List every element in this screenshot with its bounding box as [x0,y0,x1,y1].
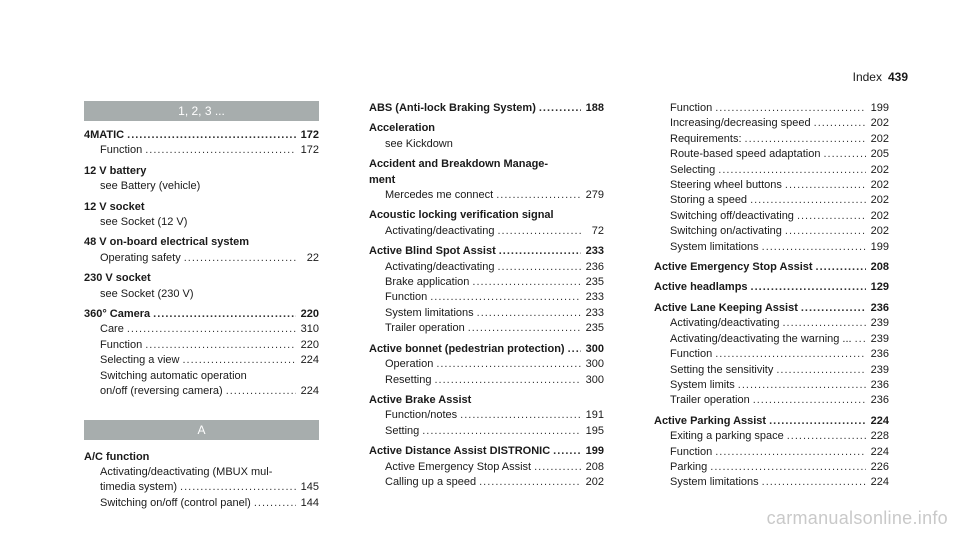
index-subentry[interactable]: Exiting a parking space ..... 228 [654,429,889,444]
index-subentry[interactable]: see Battery (vehicle) [100,180,201,193]
index-entry: 48 V on-board electrical system [84,236,250,249]
index-entry[interactable]: Active Distance Assist DISTRONIC ..... 199 [369,444,604,459]
index-subentry[interactable]: Activating/deactivating ..... 239 [654,316,889,331]
page-header [853,70,908,84]
index-subentry[interactable]: Operating safety ..... 22 [84,251,319,266]
page-number: 439 [887,70,908,84]
index-subentry[interactable]: Function ..... 220 [84,338,319,353]
index-subentry[interactable]: Switching off/deactivating ..... 202 [654,209,889,224]
index-entry: Acceleration [369,122,436,135]
index-subentry[interactable]: Steering wheel buttons ..... 202 [654,178,889,193]
index-entry: 12 V socket [84,200,145,213]
index-subentry[interactable]: Route-based speed adaptation ..... 205 [654,147,889,162]
index-entry[interactable]: Active Blind Spot Assist ..... 233 [369,244,604,259]
index-subentry[interactable]: Trailer operation ..... 236 [654,393,889,408]
index-subentry[interactable]: Function ..... 199 [654,101,889,116]
index-entry: 12 V battery [84,164,147,177]
index-subentry[interactable]: see Kickdown [385,137,453,150]
watermark: carmanualsonline.info [766,508,948,528]
index-subentry[interactable]: Switching on/off (control panel) ..... 144 [84,496,319,511]
index-subentry[interactable]: Function ..... 236 [654,347,889,362]
index-subentry[interactable]: System limits ..... 236 [654,378,889,393]
index-entry[interactable]: 360° Camera ..... 220 [84,307,319,322]
index-subentry[interactable]: Parking ..... 226 [654,460,889,475]
index-subentry[interactable]: System limitations ..... 233 [369,306,604,321]
index-column-2 [369,101,604,490]
index-subentry[interactable]: Setting the sensitivity ..... 239 [654,363,889,378]
index-entry: 230 V socket [84,272,151,285]
index-subentry[interactable]: see Socket (12 V) [100,216,188,229]
index-subentry[interactable]: Activating/deactivating ..... 72 [369,224,604,239]
index-subentry[interactable]: Function ..... 224 [654,445,889,460]
index-entry[interactable]: Active headlamps ..... 129 [654,280,889,295]
index-entry: A/C function [84,450,150,463]
index-subentry[interactable]: Function ..... 233 [369,290,604,305]
index-entry: Active Brake Assist [369,393,472,406]
index-entry[interactable]: Active Parking Assist ..... 224 [654,414,889,429]
index-subentry[interactable]: Selecting a view ..... 224 [84,353,319,368]
index-subentry[interactable]: Brake application ..... 235 [369,275,604,290]
index-subentry[interactable]: Increasing/decreasing speed ..... 202 [654,116,889,131]
index-subentry[interactable]: Resetting ..... 300 [369,373,604,388]
index-entry[interactable]: ABS (Anti-lock Braking System) ..... 188 [369,101,604,116]
index-entry[interactable]: Active bonnet (pedestrian protection) ..... 300 [369,342,604,357]
section-header-numbers: 1, 2, 3 ... [84,101,319,121]
index-entry: Accident and Breakdown Manage- [369,158,549,171]
index-subentry[interactable]: see Socket (230 V) [100,287,194,300]
index-subentry[interactable]: Activating/deactivating the warning ... ..... 239 [654,332,889,347]
index-entry: ment [369,173,396,186]
index-subentry[interactable]: Storing a speed ..... 202 [654,193,889,208]
index-subentry[interactable]: Calling up a speed ..... 202 [369,475,604,490]
index-subentry[interactable]: Selecting ..... 202 [654,163,889,178]
index-subentry[interactable]: on/off (reversing camera) ..... 224 [84,384,319,399]
index-column-1 [84,101,319,511]
section-header-a: A [84,420,319,440]
index-subentry[interactable]: Function ..... 172 [84,143,319,158]
index-subentry[interactable]: System limitations ..... 224 [654,475,889,490]
index-column-3 [654,101,889,491]
index-subentry[interactable]: Function/notes ..... 191 [369,408,604,423]
index-subentry[interactable]: Activating/deactivating ..... 236 [369,260,604,275]
index-subentry[interactable]: Care ..... 310 [84,322,319,337]
index-subentry[interactable]: Setting ..... 195 [369,424,604,439]
index-subentry[interactable]: timedia system) ..... 145 [84,480,319,495]
index-subentry: Activating/deactivating (MBUX mul- [100,465,273,478]
index-subentry: Switching automatic operation [100,369,247,382]
index-subentry[interactable]: Requirements: ..... 202 [654,132,889,147]
index-subentry[interactable]: Operation ..... 300 [369,357,604,372]
index-entry: Acoustic locking verification signal [369,209,554,222]
index-subentry[interactable]: Active Emergency Stop Assist ..... 208 [369,460,604,475]
index-subentry[interactable]: Mercedes me connect ..... 279 [369,188,604,203]
index-subentry[interactable]: Trailer operation ..... 235 [369,321,604,336]
index-subentry[interactable]: Switching on/activating ..... 202 [654,224,889,239]
index-label: Index [852,70,882,84]
index-entry[interactable]: Active Lane Keeping Assist ..... 236 [654,301,889,316]
index-subentry[interactable]: System limitations ..... 199 [654,240,889,255]
index-entry[interactable]: 4MATIC ..... 172 [84,128,319,143]
index-entry[interactable]: Active Emergency Stop Assist ..... 208 [654,260,889,275]
